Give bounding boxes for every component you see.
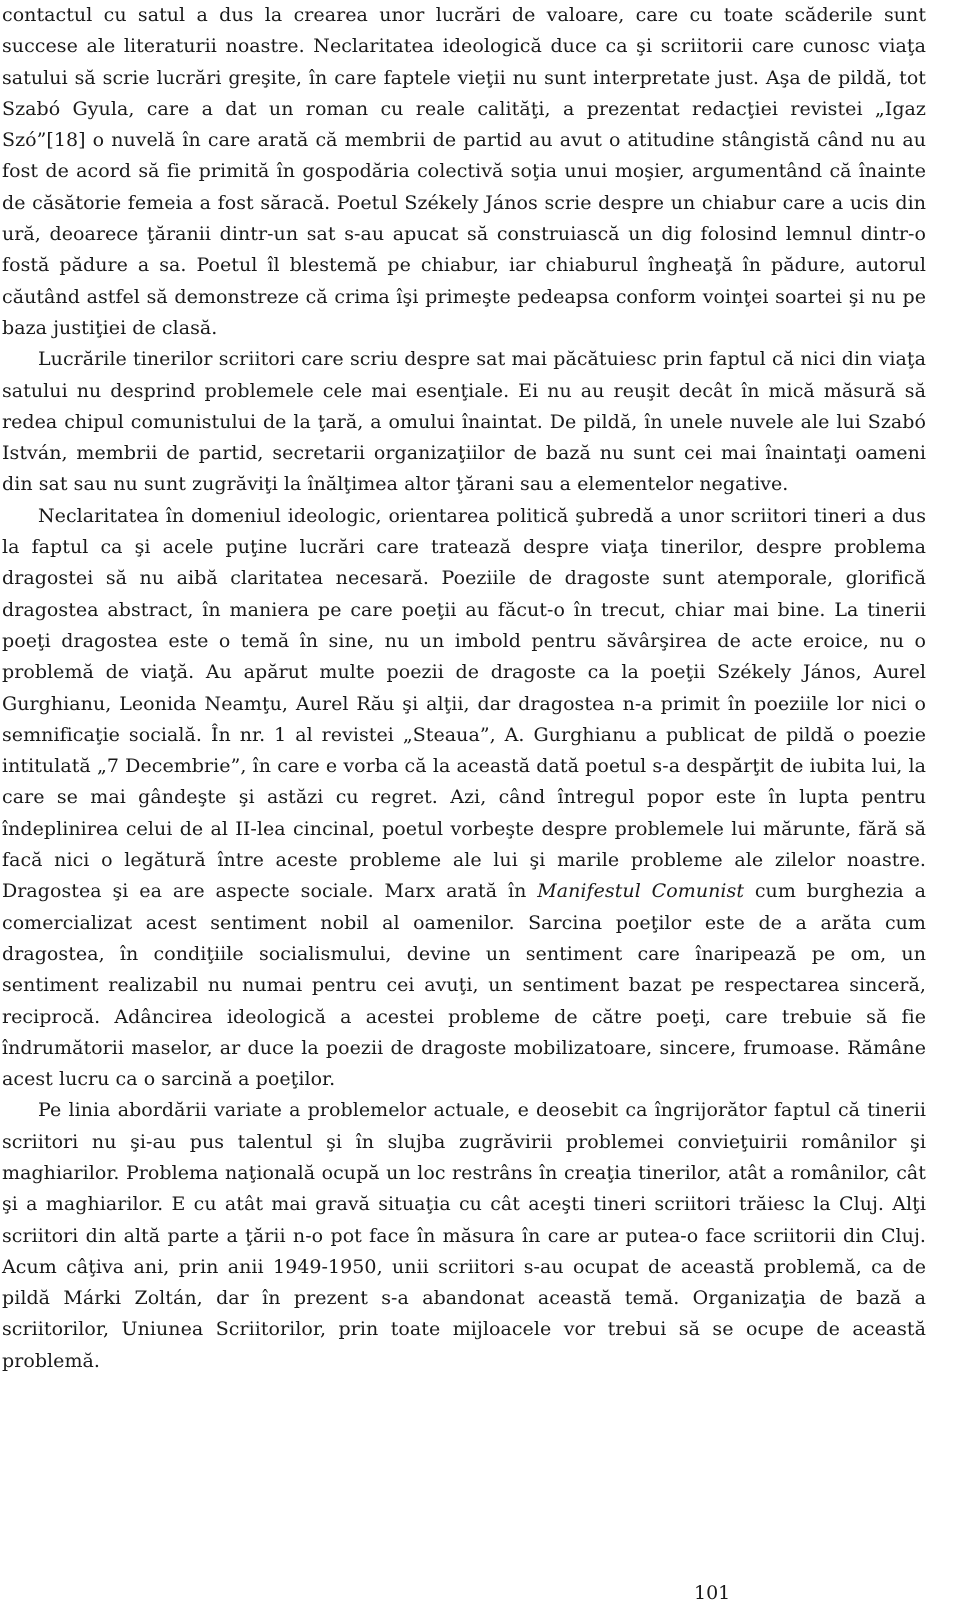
paragraph-2-text: Lucrările tinerilor scriitori care scriu despre sat mai păcătuiesc prin faptul că nici din viaţa satului nu desprind problemele cele mai esenţiale. Ei nu au reuşit decât în mică măsură să redea chipul comunistului de la ţară, a omului înaintat. De pildă, în unele nuvele ale lui Szabó István, membrii de partid, secretarii organizaţiilor de bază nu sunt cei mai înaintaţi oameni din sat sau nu sunt zugrăviţi la înălţimea altor ţărani sau a elementelor negative. bbox=[2, 348, 926, 496]
paragraph-2 bbox=[2, 344, 926, 500]
page-number: 101 bbox=[694, 1582, 731, 1604]
paragraph-1-text: contactul cu satul a dus la crearea unor lucrări de valoare, care cu toate scăderile sunt succese ale literaturii noastre. Neclaritatea ideologică duce ca şi scriitorii care cunosc viaţa satului să scrie lucrări greşite, în care faptele vieţii nu sunt interpretate just. Aşa de pildă, tot Szabó Gyula, care a dat un roman cu reale calităţi, a prezentat redacţiei revistei „Igaz Szó”[18] o nuvelă în care arată că membrii de partid au avut o atitudine stângistă când nu au fost de acord să fie primită în gospodăria colectivă soţia unui moşier, argumentând că înainte de căsătorie femeia a fost săracă. Poetul Székely János scrie despre un chiabur care a ucis din ură, deoarece ţăranii dintr-un sat s-au apucat să construiască un dig folosind lemnul dintr-o fostă pădure a sa. Poetul îl blestemă pe chiabur, iar chiaburul îngheaţă în pădure, autorul căutând astfel să demonstreze că crima îşi primeşte pedeapsa conform voinţei soartei şi nu pe baza justiţiei de clasă. bbox=[2, 4, 926, 339]
paragraph-1 bbox=[2, 0, 926, 344]
paragraph-3-italic-title: Manifestul Comunist bbox=[537, 880, 745, 903]
paragraph-4 bbox=[2, 1095, 926, 1377]
paragraph-3-text-part-2: cum burghezia a comercializat acest sentiment nobil al oamenilor. Sarcina poeţilor este de a arăta cum dragostea, în condiţiile socialismului, devine un sentiment care înaripează pe om, un sentiment realizabil nu numai pentru cei avuţi, un sentiment bazat pe respectarea sinceră, reciprocă. Adâncirea ideologică a acestei probleme de către poeţi, care trebuie să fie îndrumătorii maselor, ar duce la poezii de dragoste mobilizatoare, sincere, frumoase. Rămâne acest lucru ca o sarcină a poeţilor. bbox=[2, 880, 926, 1091]
paragraph-4-text: Pe linia abordării variate a problemelor actuale, e deosebit ca îngrijorător faptul că tinerii scriitori nu şi-au pus talentul şi în slujba zugrăvirii problemei convieţuirii românilor şi maghiarilor. Problema naţională ocupă un loc restrâns în creaţia tinerilor, atât a românilor, cât şi a maghiarilor. E cu atât mai gravă situaţia cu cât aceşti tineri scriitori trăiesc la Cluj. Alţi scriitori din altă parte a ţării n-o pot face în măsura în care ar putea-o face scriitorii din Cluj. Acum câţiva ani, prin anii 1949-1950, unii scriitori s-au ocupat de această problemă, ca de pildă Márki Zoltán, dar în prezent s-a abandonat această temă. Organizaţia de bază a scriitorilor, Uniunea Scriitorilor, prin toate mijloacele vor trebui să se ocupe de această problemă. bbox=[2, 1099, 926, 1372]
paragraph-3 bbox=[2, 501, 926, 1096]
paragraph-3-text-part-1: Neclaritatea în domeniul ideologic, orientarea politică şubredă a unor scriitori tineri a dus la faptul ca şi acele puţine lucrări care tratează despre viaţa tinerilor, despre problema dragostei să nu aibă claritatea necesară. Poeziile de dragoste sunt atemporale, glorifică dragostea abstract, în maniera pe care poeţii au făcut-o în trecut, chiar mai bine. La tinerii poeţi dragostea este o temă în sine, nu un imbold pentru săvârşirea de acte eroice, nu o problemă de viaţă. Au apărut multe poezii de dragoste ca la poeţii Székely János, Aurel Gurghianu, Leonida Neamţu, Aurel Rău şi alţii, dar dragostea n-a primit în poeziile lor nici o semnificaţie socială. În nr. 1 al revistei „Steaua”, A. Gurghianu a publicat de pildă o poezie intitulată „7 Decembrie”, în care e vorba că la această dată poetul s-a despărţit de iubita lui, la care se mai gândeşte şi astăzi cu regret. Azi, când întregul popor este în lupta pentru îndeplinirea celui de al II-lea cincinal, poetul vorbeşte despre problemele lui mărunte, fără să facă nici o legătură între aceste probleme ale lui şi marile probleme ale zilelor noastre. Dragostea şi ea are aspecte sociale. Marx arată în bbox=[2, 504, 926, 903]
